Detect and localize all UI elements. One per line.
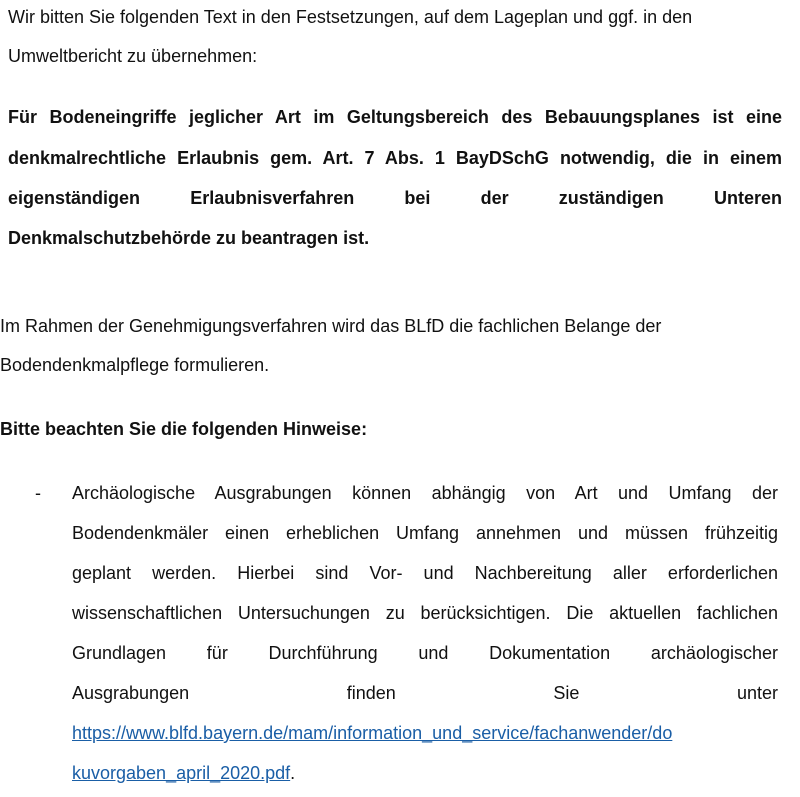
intro-line-2: Umweltbericht zu übernehmen: <box>8 46 258 66</box>
bullet-line-5: Grundlagen für Durchführung und Dokumentation archäologischer <box>72 643 778 663</box>
bullet-line-1: Archäologische Ausgrabungen können abhängig von Art und Umfang der <box>72 483 778 503</box>
link-line-2-wrapper <box>72 762 295 784</box>
bold-line-4: Denkmalschutzbehörde zu beantragen ist. <box>8 228 370 248</box>
hints-heading: Bitte beachten Sie die folgenden Hinweise: <box>0 419 368 439</box>
bullet-dash: - <box>35 483 41 503</box>
link-end-punctuation: . <box>290 763 296 783</box>
dokuvorgaben-link-part-2[interactable]: kuvorgaben_april_2020.pdf <box>72 763 291 783</box>
intro-line-1: Wir bitten Sie folgenden Text in den Festsetzungen, auf dem Lageplan und ggf. in den <box>8 7 693 27</box>
paragraph2-line-1: Im Rahmen der Genehmigungsverfahren wird das BLfD die fachlichen Belange der <box>0 316 662 336</box>
bullet-line-4: wissenschaftlichen Untersuchungen zu berücksichtigen. Die aktuellen fachlichen <box>72 603 778 623</box>
bold-line-2: denkmalrechtliche Erlaubnis gem. Art. 7 Abs. 1 BayDSchG notwendig, die in einem <box>8 148 782 168</box>
paragraph2-line-2: Bodendenkmalpflege formulieren. <box>0 355 270 375</box>
bullet-line-6: Ausgrabungen finden Sie unter <box>72 683 778 703</box>
bullet-line-3: geplant werden. Hierbei sind Vor- und Nachbereitung aller erforderlichen <box>72 563 778 583</box>
link-line-1-wrapper <box>72 722 672 744</box>
dokuvorgaben-link-part-1[interactable]: https://www.blfd.bayern.de/mam/information_und_service/fachanwender/do <box>72 723 673 743</box>
bold-line-1: Für Bodeneingriffe jeglicher Art im Geltungsbereich des Bebauungsplanes ist eine <box>8 107 782 127</box>
bullet-line-2: Bodendenkmäler einen erheblichen Umfang annehmen und müssen frühzeitig <box>72 523 778 543</box>
bold-line-3: eigenständigen Erlaubnisverfahren bei der zuständigen Unteren <box>8 188 782 208</box>
